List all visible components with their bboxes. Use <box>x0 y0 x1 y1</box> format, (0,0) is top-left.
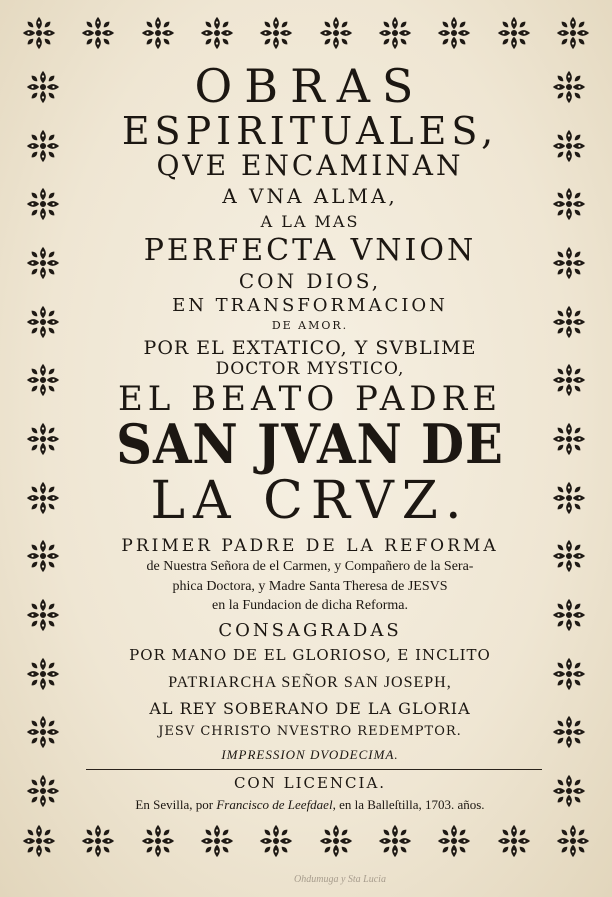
fleuron-ornament-icon <box>24 713 62 751</box>
imprint-printer: Francisco de Leefdael <box>216 797 333 812</box>
fleuron-ornament-icon <box>317 14 355 52</box>
fleuron-ornament-icon <box>550 361 588 399</box>
title-perfecta-union: PERFECTA VNION <box>143 233 477 268</box>
fleuron-ornament-icon <box>550 537 588 575</box>
fleuron-ornament-icon <box>550 127 588 165</box>
fleuron-ornament-icon <box>550 479 588 517</box>
bottom-border <box>20 822 592 860</box>
fleuron-ornament-icon <box>79 14 117 52</box>
fleuron-ornament-icon <box>550 303 588 341</box>
handwritten-signature: Ohdumuga y Sta Lucia <box>294 874 386 885</box>
fleuron-ornament-icon <box>20 822 58 860</box>
desc-primer-padre: PRIMER PADRE DE LA REFORMA <box>121 536 499 556</box>
title-espirituales: ESPIRITUALES, <box>121 109 499 153</box>
fleuron-ornament-icon <box>376 14 414 52</box>
fleuron-ornament-icon <box>139 822 177 860</box>
author-el-beato-padre: EL BEATO PADRE <box>117 379 503 419</box>
fleuron-ornament-icon <box>198 14 236 52</box>
fleuron-ornament-icon <box>24 68 62 106</box>
ded-al-rey: AL REY SOBERANO DE LA GLORIA <box>149 699 471 718</box>
fleuron-ornament-icon <box>20 14 58 52</box>
fleuron-ornament-icon <box>257 822 295 860</box>
fleuron-ornament-icon <box>550 68 588 106</box>
fleuron-ornament-icon <box>24 244 62 282</box>
fleuron-ornament-icon <box>24 772 62 810</box>
imprint-licencia: CON LICENCIA. <box>233 774 387 792</box>
fleuron-ornament-icon <box>550 772 588 810</box>
desc-line-2: de Nuestra Señora de el Carmen, y Compañero de la Sera- <box>146 559 474 574</box>
ded-patriarcha: PATRIARCHA SEÑOR SAN JOSEPH, <box>168 674 452 691</box>
left-border <box>24 68 62 810</box>
top-border <box>20 14 592 52</box>
ded-jesu-christo: JESV CHRISTO NVESTRO REDEMPTOR. <box>158 724 462 739</box>
title-a-una-alma: A VNA ALMA, <box>222 184 398 208</box>
title-en-transformacion: EN TRANSFORMACION <box>172 295 448 316</box>
fleuron-ornament-icon <box>24 537 62 575</box>
imprint-rule <box>86 769 542 770</box>
title-que-encaminan: QVE ENCAMINAN <box>156 149 464 182</box>
imprint-line <box>70 798 550 811</box>
fleuron-ornament-icon <box>550 596 588 634</box>
fleuron-ornament-icon <box>24 420 62 458</box>
fleuron-ornament-icon <box>550 420 588 458</box>
fleuron-ornament-icon <box>317 822 355 860</box>
fleuron-ornament-icon <box>198 822 236 860</box>
imprint-rest: , en la Balleſtilla, 1703. años. <box>332 797 485 812</box>
fleuron-ornament-icon <box>435 14 473 52</box>
fleuron-ornament-icon <box>257 14 295 52</box>
author-doctor-mystico: DOCTOR MYSTICO, <box>215 359 405 379</box>
author-la-cruz: LA CRVZ. <box>150 471 470 531</box>
title-a-la-mas: A LA MAS <box>260 212 360 231</box>
right-border <box>550 68 588 810</box>
fleuron-ornament-icon <box>550 713 588 751</box>
desc-line-3: phica Doctora, y Madre Santa Theresa de JESVS <box>172 579 448 594</box>
fleuron-ornament-icon <box>24 361 62 399</box>
fleuron-ornament-icon <box>554 822 592 860</box>
author-por-el-extatico: POR EL EXTATICO, Y SVBLIME <box>143 337 477 359</box>
title-de-amor: DE AMOR. <box>271 319 349 332</box>
fleuron-ornament-icon <box>376 822 414 860</box>
fleuron-ornament-icon <box>24 596 62 634</box>
edition: IMPRESSION DVODECIMA. <box>221 747 399 762</box>
author-san-juan-de: SAN JVAN DE <box>116 412 504 476</box>
fleuron-ornament-icon <box>435 822 473 860</box>
ded-por-mano: POR MANO DE EL GLORIOSO, E INCLITO <box>129 646 491 664</box>
fleuron-ornament-icon <box>550 244 588 282</box>
fleuron-ornament-icon <box>495 14 533 52</box>
fleuron-ornament-icon <box>24 479 62 517</box>
fleuron-ornament-icon <box>24 655 62 693</box>
fleuron-ornament-icon <box>79 822 117 860</box>
fleuron-ornament-icon <box>24 303 62 341</box>
fleuron-ornament-icon <box>24 127 62 165</box>
imprint-place: En Sevilla, por <box>135 797 217 812</box>
desc-line-4: en la Fundacion de dicha Reforma. <box>212 598 408 613</box>
fleuron-ornament-icon <box>554 14 592 52</box>
fleuron-ornament-icon <box>550 655 588 693</box>
fleuron-ornament-icon <box>139 14 177 52</box>
title-con-dios: CON DIOS, <box>238 269 382 293</box>
fleuron-ornament-icon <box>495 822 533 860</box>
fleuron-ornament-icon <box>550 185 588 223</box>
fleuron-ornament-icon <box>24 185 62 223</box>
ded-consagradas: CONSAGRADAS <box>218 620 402 641</box>
title-obras: OBRAS <box>194 59 426 113</box>
